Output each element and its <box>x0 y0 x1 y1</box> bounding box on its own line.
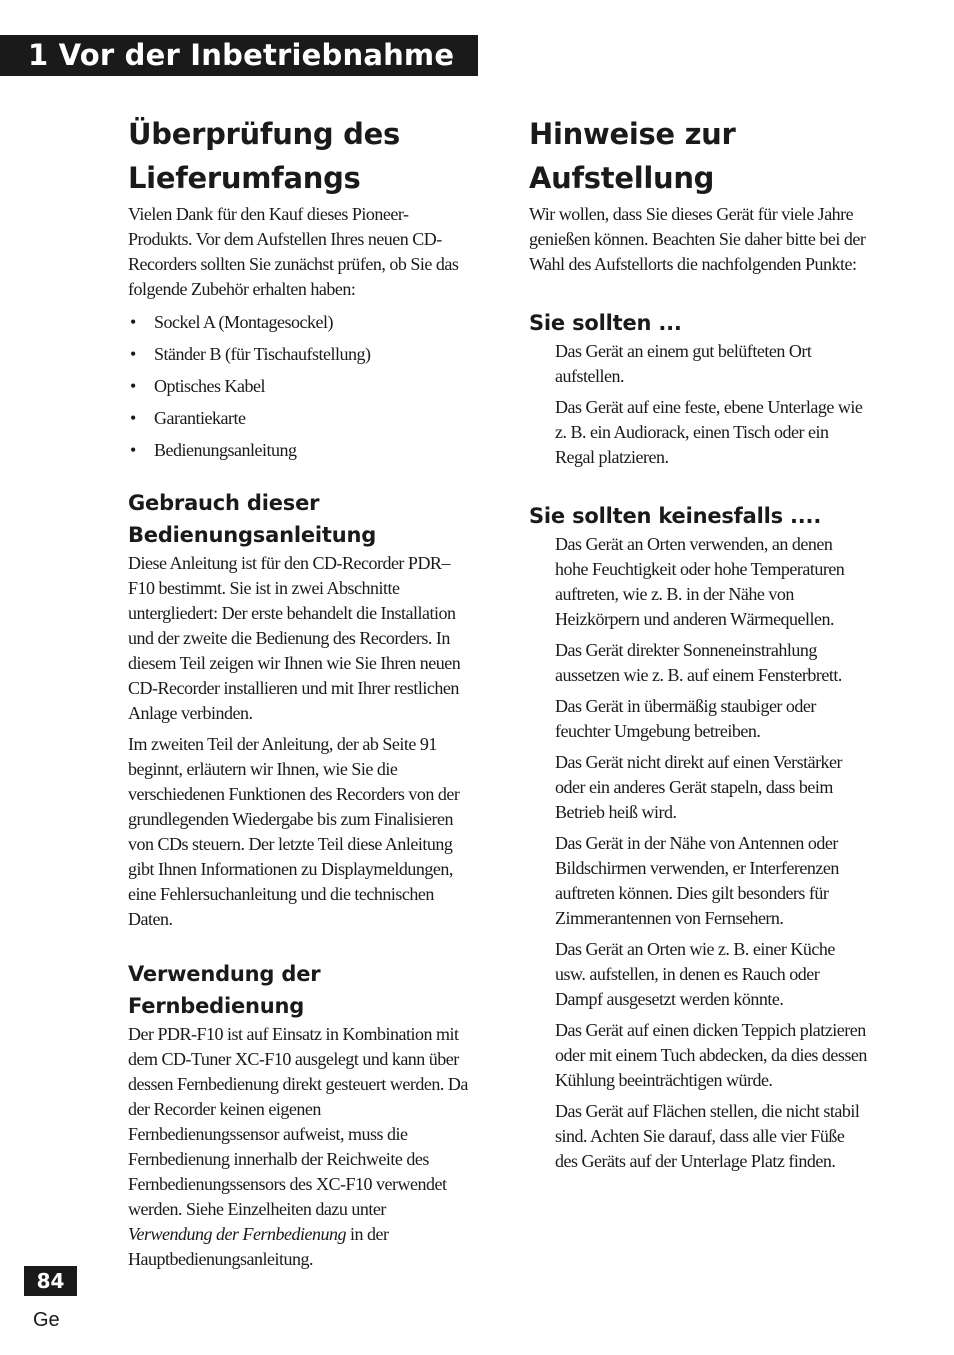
list-item: Das Gerät auf Flächen stellen, die nicht stabil sind. Achten Sie darauf, dass alle vier Füße des Geräts auf der Unterlage Platz finden. <box>555 1101 860 1171</box>
list-item: Das Gerät auf eine feste, ebene Unterlage wie z. B. ein Audiorack, einen Tisch oder ein Regal platzieren. <box>555 397 863 467</box>
subheading-usage <box>128 487 468 551</box>
section-title-line: Überprüfung des <box>128 117 400 151</box>
contents-intro: Vielen Dank für den Kauf dieses Pioneer-Produkts. Vor dem Aufstellen Ihres neuen CD-Recorders sollten Sie zunächst prüfen, ob Sie das folgende Zubehör erhalten haben: <box>128 204 459 299</box>
list-item: Das Gerät in übermäßig staubiger oder feuchter Umgebung betreiben. <box>555 696 816 741</box>
bullet-icon: • <box>130 408 136 428</box>
subheading-line: Verwendung der <box>128 962 321 986</box>
remote-reference: Verwendung der Fernbedienung <box>128 1224 346 1244</box>
should-not-list <box>529 532 869 1174</box>
list-item-text: Ständer B (für Tischaufstellung) <box>154 344 371 364</box>
usage-paragraph-1: Diese Anleitung ist für den CD-Recorder PDR–F10 bestimmt. Sie ist in zwei Abschnitte untergliedert: Der erste behandelt die Installation und der zweite die Bedienung des Recorders. In diesem Teil zeigen wir Ihnen wie Sie Ihren neuen CD-Recorder installieren und mit Ihrer restlichen Anlage verbinden. <box>128 553 461 723</box>
section-title-line: Aufstellung <box>529 161 715 195</box>
placement-intro: Wir wollen, dass Sie dieses Gerät für viele Jahre genießen können. Beachten Sie daher bitte bei der Wahl des Aufstellorts die nachfolgenden Punkte: <box>529 204 866 274</box>
list-item-text: Garantiekarte <box>154 408 246 428</box>
left-column <box>128 112 468 1278</box>
remote-paragraph <box>128 1022 468 1272</box>
list-item <box>128 438 468 463</box>
list-item <box>128 342 468 367</box>
list-item: Das Gerät nicht direkt auf einen Verstärker oder ein anderes Gerät stapeln, dass beim Betrieb heiß wird. <box>555 752 843 822</box>
list-item-text: Sockel A (Montagesockel) <box>154 312 333 332</box>
subheading-should-not: Sie sollten keinesfalls .... <box>529 504 822 528</box>
list-item <box>128 406 468 431</box>
list-item: Das Gerät an Orten verwenden, an denen hohe Feuchtigkeit oder hohe Temperaturen auftreten, wie z. B. in der Nähe von Heizkörpern und anderen Wärmequellen. <box>555 534 845 629</box>
remote-text: Der PDR-F10 ist auf Einsatz in Kombination mit dem CD-Tuner XC-F10 ausgelegt und kann über dessen Fernbedienung direkt gesteuert werden. Da der Recorder keinen eigenen Fernbedienungssensor aufweist, muss die Fernbedienung innerhalb der Reichweite des Fernbedienungssensors des XC-F10 verwendet werden. Siehe Einzelheiten dazu unter <box>128 1024 468 1219</box>
bullet-icon: • <box>130 376 136 396</box>
subheading-should: Sie sollten ... <box>529 311 682 335</box>
list-item: Das Gerät an Orten wie z. B. einer Küche usw. aufstellen, in denen es Rauch oder Dampf ausgesetzt werden könnte. <box>555 939 835 1009</box>
chapter-header: 1 Vor der Inbetriebnahme <box>0 35 478 76</box>
language-code: Ge <box>33 1309 60 1331</box>
list-item: Das Gerät in der Nähe von Antennen oder Bildschirmen verwenden, er Interferenzen auftreten können. Dies gilt besonders für Zimmerantennen von Fernsehern. <box>555 833 839 928</box>
subheading-remote <box>128 958 468 1022</box>
section-title-line: Hinweise zur <box>529 117 736 151</box>
should-list <box>529 339 869 470</box>
accessory-list <box>128 310 468 463</box>
subheading-line: Gebrauch dieser <box>128 491 320 515</box>
list-item <box>128 310 468 335</box>
section-title-contents <box>128 112 468 200</box>
bullet-icon: • <box>130 344 136 364</box>
page-number: 84 <box>24 1266 77 1296</box>
list-item <box>128 374 468 399</box>
list-item: Das Gerät direkter Sonneneinstrahlung aussetzen wie z. B. auf einem Fensterbrett. <box>555 640 842 685</box>
list-item: Das Gerät auf einen dicken Teppich platzieren oder mit einem Tuch abdecken, da dies dessen Kühlung beeinträchtigen würde. <box>555 1020 867 1090</box>
remote-text-end: in der Hauptbedienungsanleitung. <box>128 1224 389 1269</box>
bullet-icon: • <box>130 312 136 332</box>
list-item: Das Gerät an einem gut belüfteten Ort aufstellen. <box>555 341 812 386</box>
usage-paragraph-2: Im zweiten Teil der Anleitung, der ab Seite 91 beginnt, erläutern wir Ihnen, wie Sie die verschiedenen Funktionen des Recorders von der grundlegenden Wiedergabe bis zum Finalisieren von CDs steuern. Der letzte Teil diese Anleitung gibt Ihnen Informationen zu Displaymeldungen, eine Fehlersuchanleitung und die technischen Daten. <box>128 734 460 929</box>
list-item-text: Bedienungsanleitung <box>154 440 297 460</box>
right-column <box>529 112 869 1180</box>
section-title-placement <box>529 112 869 200</box>
bullet-icon: • <box>130 440 136 460</box>
list-item-text: Optisches Kabel <box>154 376 265 396</box>
subheading-line: Fernbedienung <box>128 994 305 1018</box>
subheading-line: Bedienungsanleitung <box>128 523 377 547</box>
section-title-line: Lieferumfangs <box>128 161 361 195</box>
